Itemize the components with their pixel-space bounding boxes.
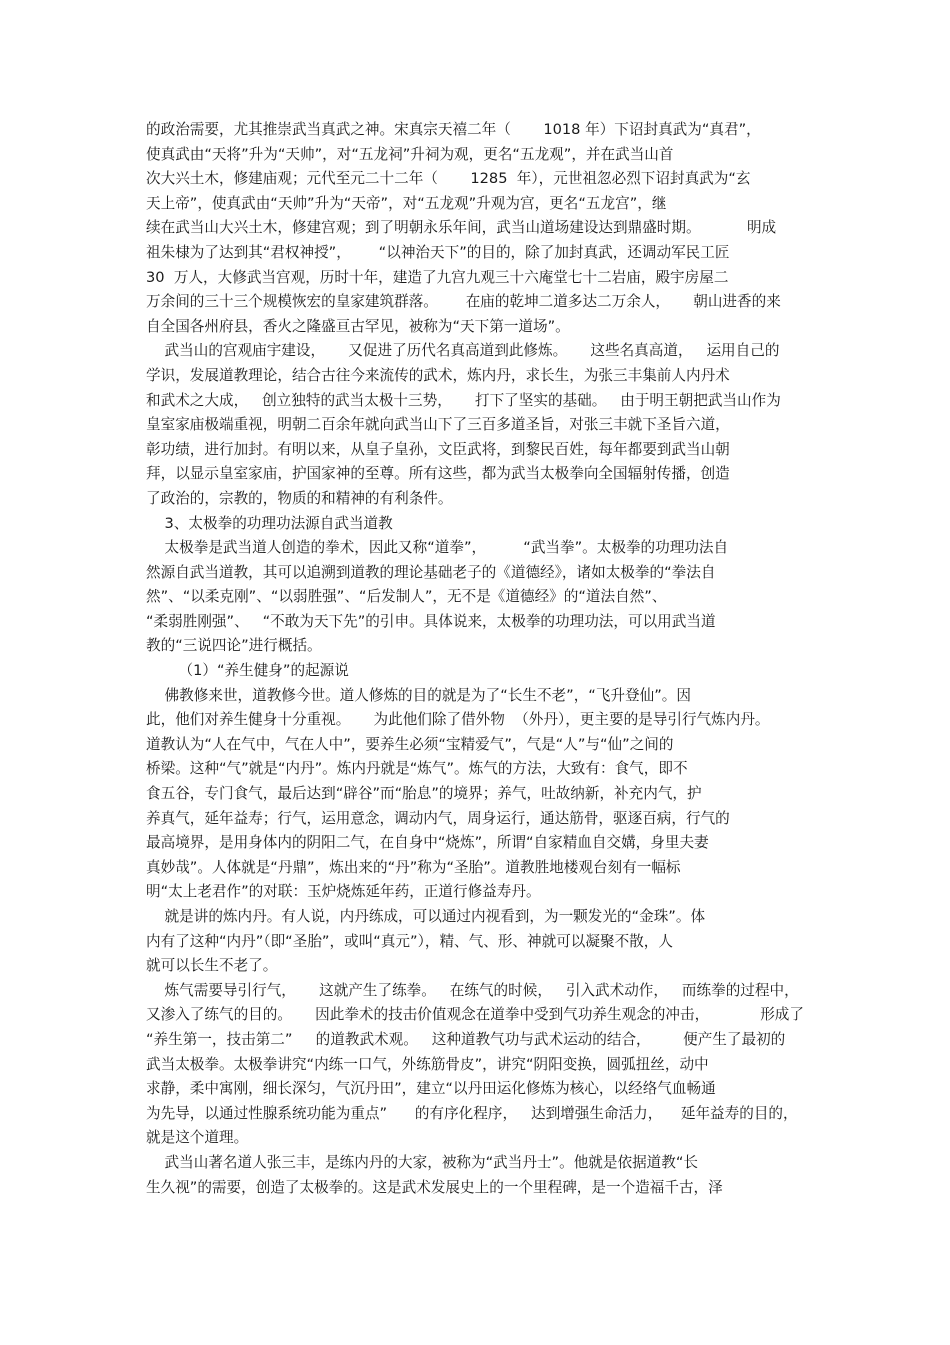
text-line: 太极拳是武当道人创造的拳术，因此又称“道拳”， “武当拳”。太极拳的功理功法自 <box>146 539 729 557</box>
text-line: 自全国各州府县，香火之隆盛亘古罕见，被称为“天下第一道场”。 <box>146 317 570 335</box>
text-line: 最高境界，是用身体内的阴阳二气，在自身中“烧炼”，所谓“自家精血自交媾，身里夫妻 <box>146 834 709 852</box>
text-line: “柔弱胜刚强”、 “不敢为天下先”的引申。具体说来，太极拳的功理功法，可以用武当道 <box>146 612 716 630</box>
text-line: 求静，柔中寓刚，细长深匀，气沉丹田”，建立“以丹田运化修炼为核心，以经络气血畅通 <box>146 1080 716 1098</box>
text-line: 皇室家庙极端重视，明朝二百余年就向武当山下了三百多道圣旨，对张三丰就下圣旨六道， <box>146 416 730 434</box>
text-line: 使真武由“天将”升为“天帅”，对“五龙祠”升祠为观，更名“五龙观”，并在武当山首 <box>146 145 674 163</box>
text-line: 天上帝”，使真武由“天帅”升为“天帝”，对“五龙观”升观为宫，更名“五龙宫”，继 <box>146 194 667 212</box>
text-line: 养真气，延年益寿；行气，运用意念，调动内气，周身运行，通达筋骨，驱逐百病，行气的 <box>146 809 730 827</box>
text-line: 和武术之大成， 创立独特的武当太极十三势， 打下了坚实的基础。 由于明王朝把武当山作为 <box>146 391 781 409</box>
text-line: 了政治的，宗教的，物质的和精神的有利条件。 <box>146 489 453 507</box>
text-line: 武当太极拳。太极拳讲究“内练一口气，外练筋骨皮”，讲究“阴阳变换，圆弧扭丝，动中 <box>146 1055 709 1073</box>
text-line: 武当山的宫观庙宇建设， 又促进了历代名真高道到此修炼。 这些名真高道， 运用自己的 <box>146 342 780 360</box>
text-line: 桥梁。这种“气”就是“内丹”。炼内丹就是“炼气”。炼气的方法，大致有：食气，即不 <box>146 760 688 778</box>
text-line: 拜，以显示皇室家庙，护国家神的至尊。所有这些，都为武当太极拳向全国辐射传播，创造 <box>146 465 730 483</box>
text-line: 教的“三说四论”进行概括。 <box>146 637 322 655</box>
text-line: 就可以长生不老了。 <box>146 957 278 975</box>
text-line: 就是这个道理。 <box>146 1129 249 1147</box>
text-line: 内有了这种“内丹”（即“圣胎”，或叫“真元”），精、气、形、神就可以凝聚不散，人 <box>146 932 673 950</box>
text-line: “养生第一，技击第二” 的道教武术观。 这种道教气功与武术运动的结合， 便产生了最初的 <box>146 1030 786 1048</box>
text-line: 佛教修来世，道教修今世。道人修炼的目的就是为了“长生不老”，“飞升登仙”。因 <box>146 686 691 704</box>
text-line: 30 万人，大修武当宫观，历时十年，建造了九宫九观三十六庵堂七十二岩庙，殿宇房屋二 <box>146 268 729 286</box>
text-line: 祖朱棣为了达到其“君权神授”， “以神治天下”的目的，除了加封真武，还调动军民工匠 <box>146 243 730 261</box>
text-line: 为先导，以通过性腺系统功能为重点” 的有序化程序， 达到增强生命活力， 延年益寿的目的， <box>146 1104 798 1122</box>
text-line: 万余间的三十三个规模恢宏的皇家建筑群落。 在庙的乾坤二道多达二万余人， 朝山进香的来 <box>146 293 781 311</box>
text-line: 学识，发展道教理论，结合古往今来流传的武术，炼内丹，求长生，为张三丰集前人内丹术 <box>146 366 730 384</box>
text-line: 明“太上老君作”的对联：玉炉烧炼延年药，正道行修益寿丹。 <box>146 883 541 901</box>
text-line: 此，他们对养生健身十分重视。 为此他们除了借外物 （外丹），更主要的是导引行气炼内丹。 <box>146 711 770 729</box>
text-line: 3、太极拳的功理功法源自武当道教 <box>146 514 393 532</box>
text-line: 武当山著名道人张三丰，是练内丹的大家，被称为“武当丹士”。他就是依据道教“长 <box>146 1153 699 1171</box>
text-line: 道教认为“人在气中，气在人中”，要养生必须“宝精爱气”，气是“人”与“仙”之间的 <box>146 735 674 753</box>
text-line: 又渗入了练气的目的。 因此拳术的技击价值观念在道拳中受到气功养生观念的冲击， 形成了 <box>146 1006 804 1024</box>
text-line: 然源自武当道教，其可以追溯到道教的理论基础老子的《道德经》，诸如太极拳的“拳法自 <box>146 563 716 581</box>
text-line: 就是讲的炼内丹。有人说，内丹练成，可以通过内视看到，为一颗发光的“金珠”。体 <box>146 908 706 925</box>
text-line: 续在武当山大兴土木，修建宫观；到了明朝永乐年间，武当山道场建设达到鼎盛时期。 明成 <box>146 219 777 237</box>
text-line: 生久视”的需要，创造了太极拳的。这是武术发展史上的一个里程碑，是一个造福千古，泽 <box>146 1178 723 1196</box>
text-line: 真妙哉”。人体就是“丹鼎”，炼出来的“丹”称为“圣胎”。道教胜地楼观台刻有一幅标 <box>146 858 681 876</box>
text-line: 食五谷，专门食气，最后达到“辟谷”而“胎息”的境界；养气，吐故纳新，补充内气，护 <box>146 785 702 803</box>
text-line: 彰功绩，进行加封。有明以来，从皇子皇孙，文臣武将，到黎民百姓，每年都要到武当山朝 <box>146 440 730 458</box>
text-line: 的政治需要，尤其推崇武当真武之神。宋真宗天禧二年（ 1018 年）下诏封真武为“真君”， <box>146 121 761 138</box>
text-line: 次大兴土木，修建庙观；元代至元二十二年（ 1285 年），元世祖忽必烈下诏封真武为“玄 <box>146 170 751 188</box>
body-text <box>146 118 826 1200</box>
text-line: 炼气需要导引行气， 这就产生了练拳。 在练气的时候， 引入武术动作， 而练拳的过程中， <box>146 981 799 999</box>
text-line: 然”、“以柔克刚”、“以弱胜强”、“后发制人”，无不是《道德经》的“道法自然”、 <box>146 588 667 606</box>
text-line: （1）“养生健身”的起源说 <box>146 662 349 680</box>
